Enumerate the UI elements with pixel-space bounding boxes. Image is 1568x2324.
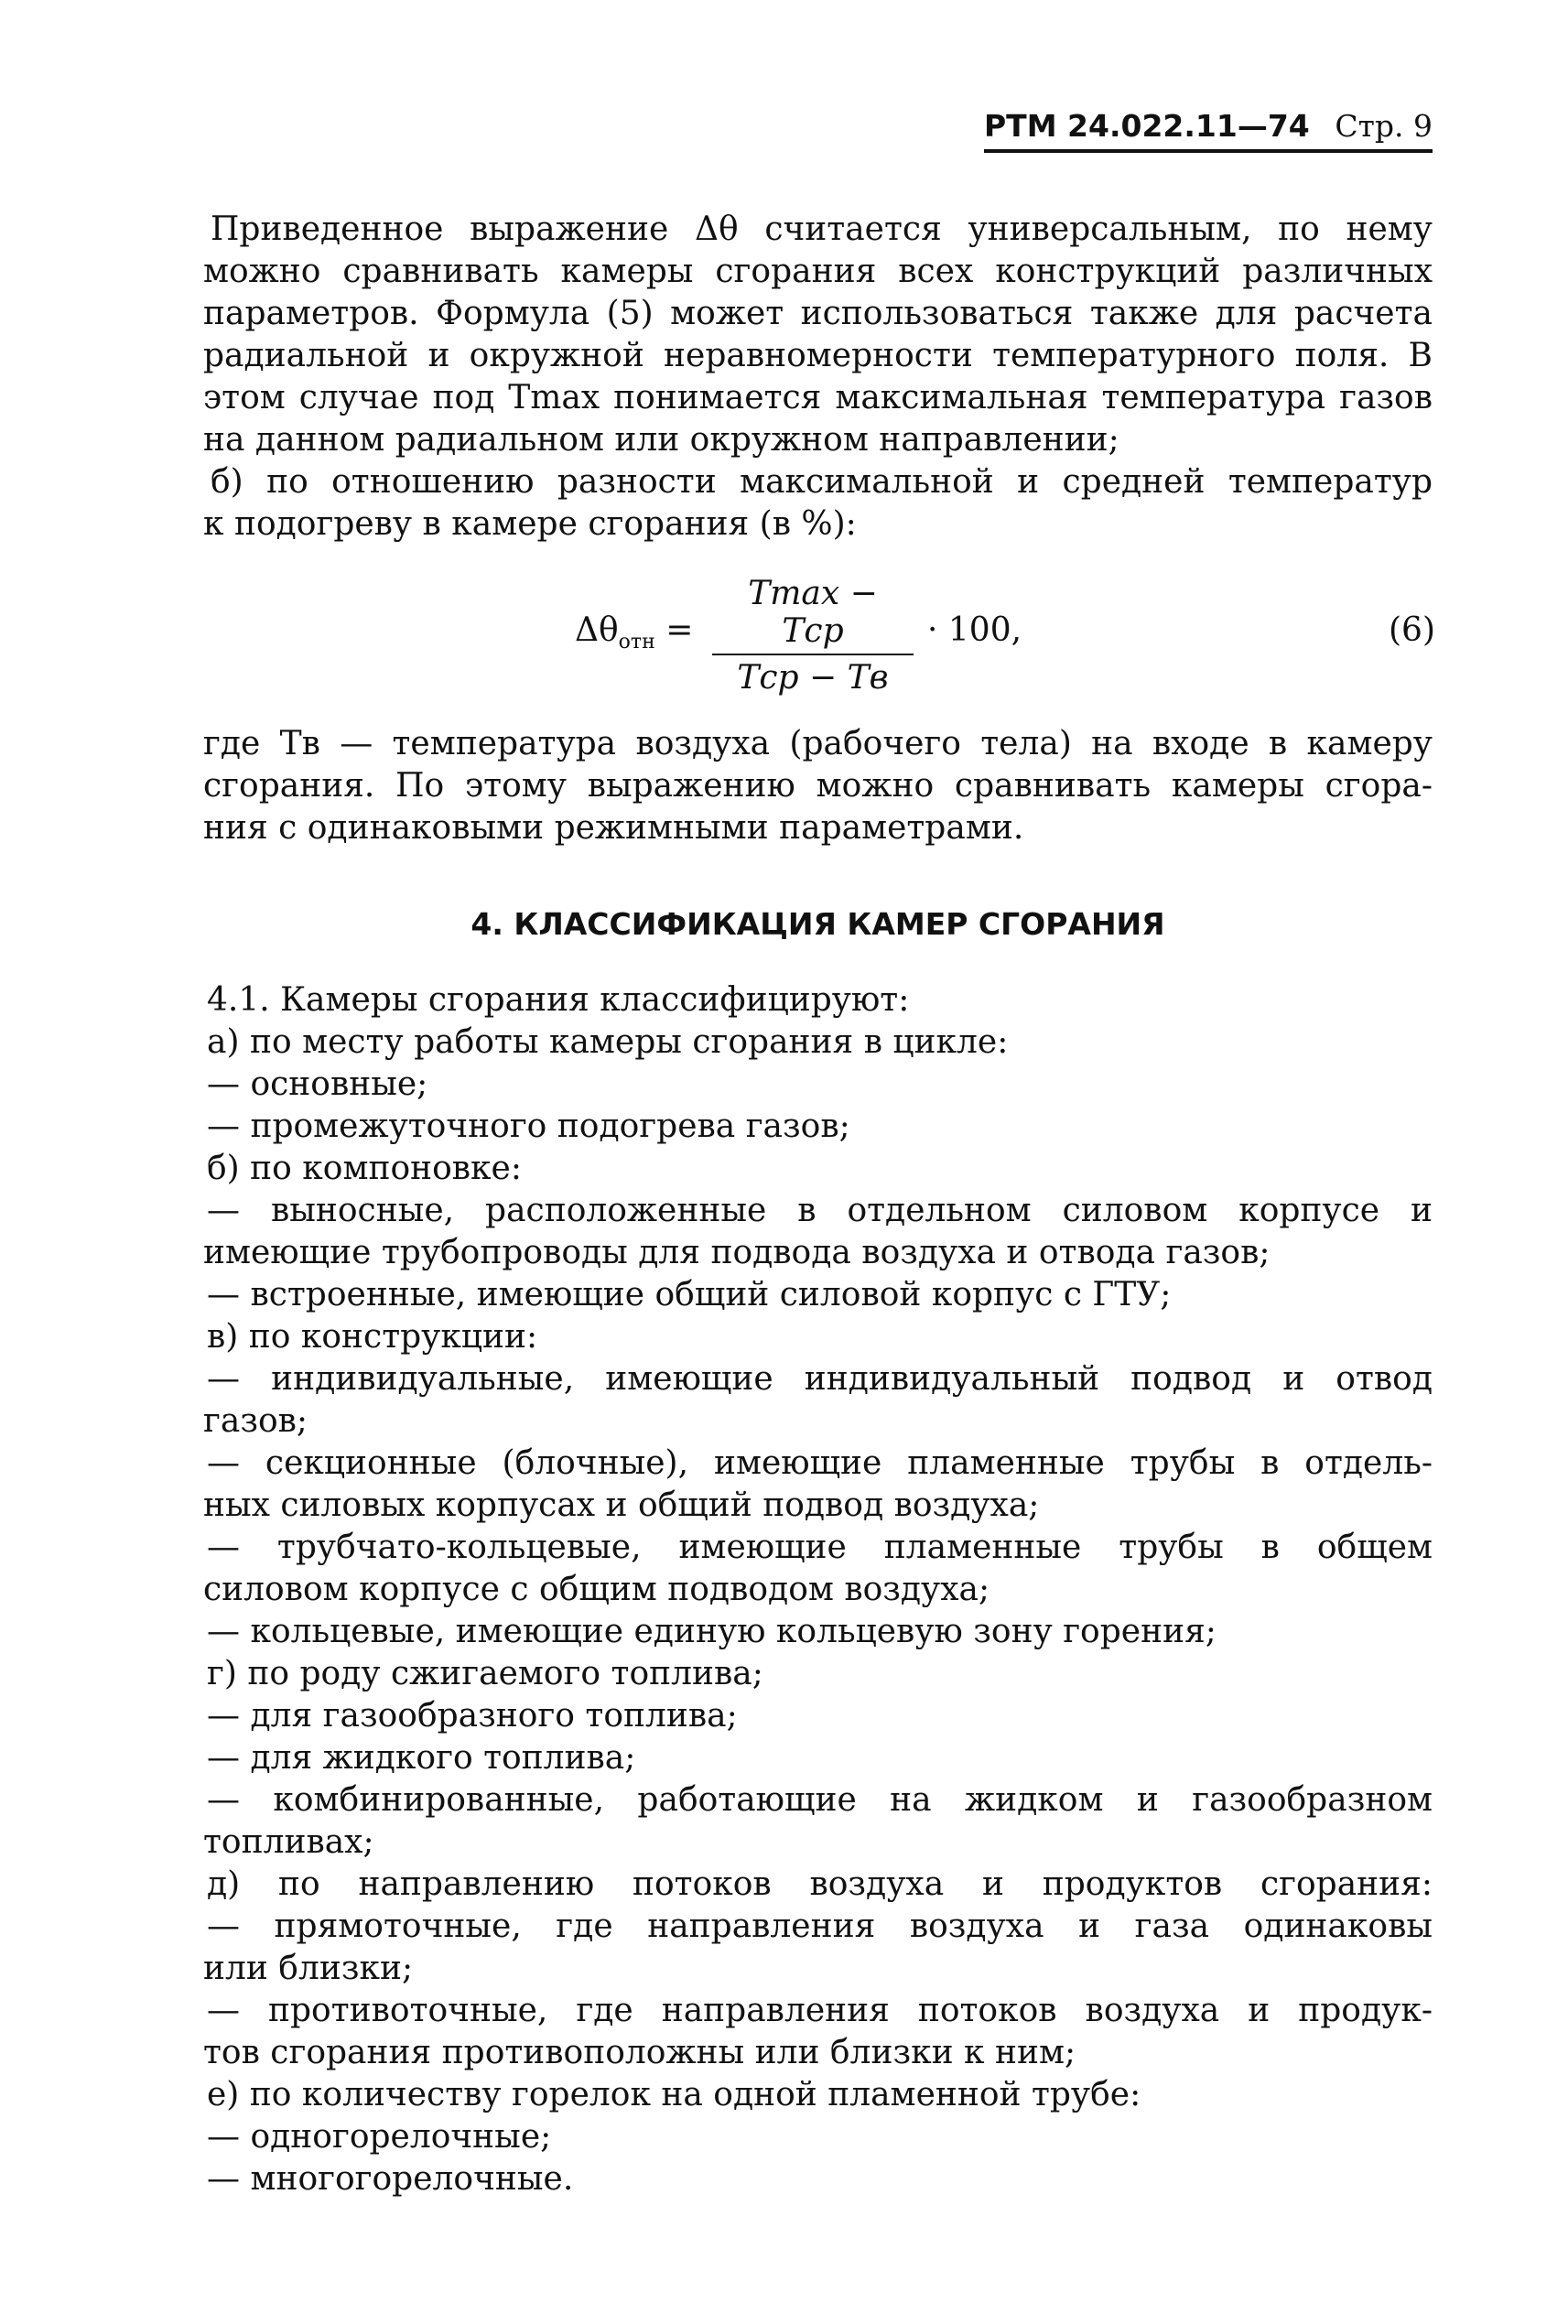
text-line: к подогреву в камере сгорания (в %): <box>203 505 857 543</box>
paragraph-air-temperature <box>203 723 1433 849</box>
list-item: — комбинированные, работающие на жидком и газообразном <box>207 1781 1433 1819</box>
paragraph-universal-expression <box>203 209 1433 546</box>
list-item: — прямоточные, где направления воздуха и газа одинаковы <box>207 1908 1433 1945</box>
text-line: параметров. Формула (5) может использоваться также для расчета <box>203 295 1433 332</box>
formula-numerator: Tmax − Tср <box>712 575 914 655</box>
formula-fraction <box>712 575 914 697</box>
list-item: — встроенные, имеющие общий силовой корпус с ГТУ; <box>207 1276 1172 1313</box>
list-item: — секционные (блочные), имеющие пламенные трубы в отдель- <box>207 1444 1433 1482</box>
list-item: д) по направлению потоков воздуха и продуктов сгорания: <box>207 1865 1433 1903</box>
list-item: 4.1. Камеры сгорания классифицируют: <box>207 981 910 1019</box>
list-item: б) по компоновке: <box>207 1150 522 1187</box>
list-item: — кольцевые, имеющие единую кольцевую зону горения; <box>207 1613 1217 1650</box>
list-item: — выносные, расположенные в отдельном силовом корпусе и <box>207 1192 1433 1229</box>
page-header <box>984 108 1433 153</box>
list-item: ных силовых корпусах и общий подвод воздуха; <box>203 1486 1040 1524</box>
list-item: — основные; <box>207 1065 428 1103</box>
list-item: газов; <box>203 1402 308 1440</box>
list-item: тов сгорания противоположны или близки к ним; <box>203 2034 1076 2071</box>
text-line: где Tв — температура воздуха (рабочего тела) на входе в камеру <box>203 725 1433 762</box>
list-item: — многогорелочные. <box>207 2160 574 2198</box>
formula-rhs: · 100, <box>927 611 1022 649</box>
list-item: е) по количеству горелок на одной пламенной трубе: <box>207 2076 1141 2113</box>
list-item: — индивидуальные, имеющие индивидуальный подвод и отвод <box>207 1360 1433 1398</box>
list-item: топливах; <box>203 1823 374 1861</box>
list-item: г) по роду сжигаемого топлива; <box>207 1655 763 1692</box>
list-item: или близки; <box>203 1950 414 1987</box>
text-line: Приведенное выражение Δθ считается универсальным, по нему <box>211 211 1433 248</box>
classification-list <box>203 979 1433 2200</box>
text-line: б) по отношению разности максимальной и средней температур <box>211 463 1433 501</box>
list-item: — для жидкого топлива; <box>207 1739 636 1777</box>
formula-6 <box>575 575 1435 697</box>
text-line: ния с одинаковыми режимными параметрами. <box>203 809 1024 847</box>
list-item: — противоточные, где направления потоков воздуха и продук- <box>207 1992 1433 2029</box>
list-item: имеющие трубопроводы для подвода воздуха и отвода газов; <box>203 1234 1271 1271</box>
equation-number: (6) <box>1389 611 1435 649</box>
page-number: Стр. 9 <box>1335 108 1433 144</box>
section-heading: 4. КЛАССИФИКАЦИЯ КАМЕР СГОРАНИЯ <box>470 906 1165 942</box>
list-item: а) по месту работы камеры сгорания в цикле: <box>207 1023 1009 1061</box>
document-code: РТМ 24.022.11—74 <box>984 108 1310 144</box>
text-line: на данном радиальном или окружном направлении; <box>203 421 1119 459</box>
list-item: силовом корпусе с общим подводом воздуха; <box>203 1571 990 1608</box>
text-line: можно сравнивать камеры сгорания всех конструкций различных <box>203 253 1433 290</box>
list-item: — промежуточного подогрева газов; <box>207 1108 850 1145</box>
text-line: этом случае под Tmax понимается максимальная температура газов <box>203 379 1433 416</box>
formula-lhs: $\Delta\theta_{отн}$ = <box>575 611 694 654</box>
list-item: в) по конструкции: <box>207 1318 538 1356</box>
list-item: — для газообразного топлива; <box>207 1697 738 1735</box>
list-item: — трубчато-кольцевые, имеющие пламенные трубы в общем <box>207 1529 1433 1566</box>
list-item: — одногорелочные; <box>207 2118 552 2156</box>
text-line: радиальной и окружной неравномерности температурного поля. В <box>203 337 1433 374</box>
text-line: сгорания. По этому выражению можно сравнивать камеры сгора- <box>203 767 1433 805</box>
formula-denominator: Tср − Tв <box>737 659 889 697</box>
